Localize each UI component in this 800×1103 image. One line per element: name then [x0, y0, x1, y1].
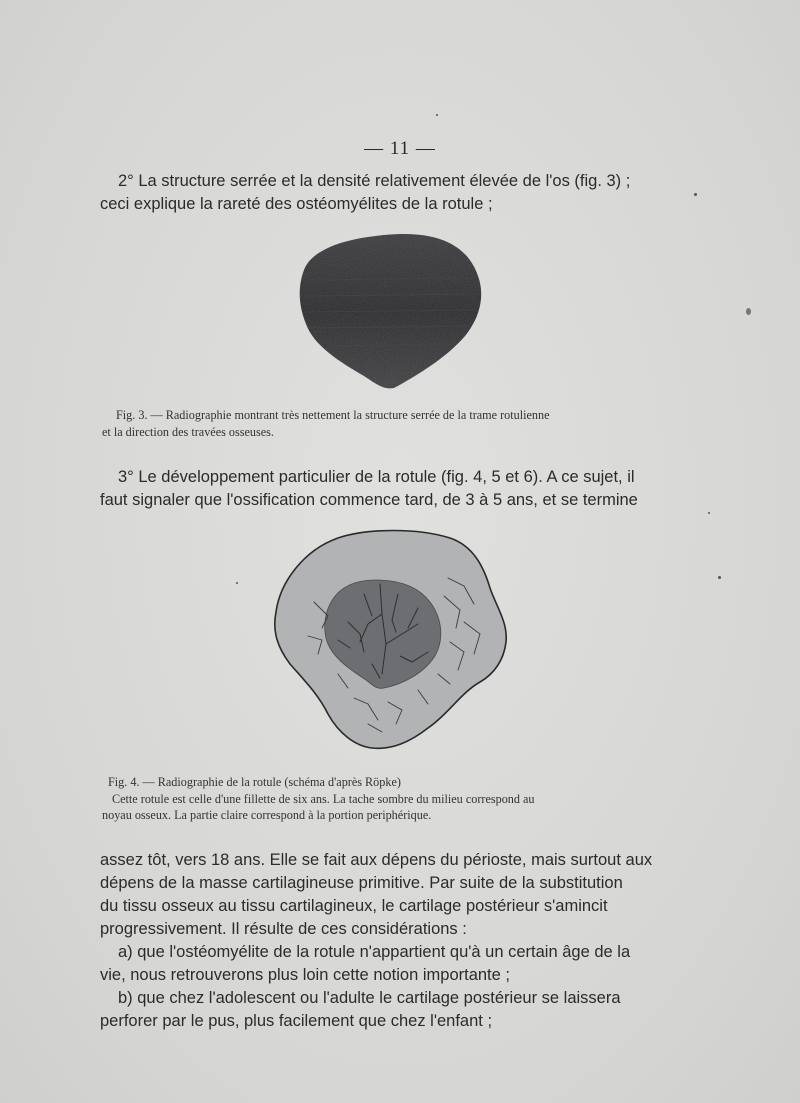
- page-number: — 11 —: [364, 138, 436, 159]
- scan-speck: [746, 308, 751, 315]
- paragraph-line: 3° Le développement particulier de la rotule (fig. 4, 5 et 6). A ce sujet, il: [118, 468, 635, 486]
- paragraph-3: [100, 466, 670, 512]
- paragraph-line: ceci explique la rareté des ostéomyélites de la rotule ;: [100, 195, 493, 213]
- figure-3-radiograph: [290, 228, 490, 396]
- paragraph-line: du tissu osseux au tissu cartilagineux, le cartilage postérieur s'amincit: [100, 897, 608, 915]
- paragraph-continuation: [100, 849, 670, 1033]
- scan-speck: [694, 193, 697, 196]
- caption-line: Fig. 4. — Radiographie de la rotule (schéma d'après Röpke): [108, 775, 401, 789]
- figure-4-caption: [102, 774, 668, 824]
- paragraph-line: faut signaler que l'ossification commence tard, de 3 à 5 ans, et se termine: [100, 491, 638, 509]
- figure-3-caption: [102, 407, 668, 440]
- scan-speck: [718, 576, 721, 579]
- paragraph-2: [100, 170, 670, 216]
- paragraph-line: perforer par le pus, plus facilement que chez l'enfant ;: [100, 1012, 493, 1030]
- caption-line: noyau osseux. La partie claire correspond à la portion periphérique.: [102, 808, 432, 822]
- paragraph-line: b) que chez l'adolescent ou l'adulte le cartilage postérieur se laissera: [118, 989, 621, 1007]
- paragraph-line: dépens de la masse cartilagineuse primitive. Par suite de la substitution: [100, 874, 623, 892]
- scan-speck: [236, 582, 238, 584]
- caption-line: et la direction des travées osseuses.: [102, 424, 274, 439]
- paragraph-line: 2° La structure serrée et la densité relativement élevée de l'os (fig. 3) ;: [118, 172, 631, 190]
- paragraph-line: a) que l'ostéomyélite de la rotule n'appartient qu'à un certain âge de la: [118, 943, 631, 961]
- paragraph-line: vie, nous retrouverons plus loin cette notion importante ;: [100, 966, 510, 984]
- caption-line: Cette rotule est celle d'une fillette de six ans. La tache sombre du milieu correspond au: [112, 791, 535, 806]
- scan-speck: [436, 114, 438, 116]
- caption-line: Fig. 3. — Radiographie montrant très nettement la structure serrée de la trame rotulienne: [116, 408, 550, 422]
- figure-4-schematic: [268, 524, 510, 756]
- paragraph-line: assez tôt, vers 18 ans. Elle se fait aux dépens du périoste, mais surtout aux: [100, 851, 653, 869]
- scan-speck: [708, 512, 710, 514]
- paragraph-line: progressivement. Il résulte de ces considérations :: [100, 920, 467, 938]
